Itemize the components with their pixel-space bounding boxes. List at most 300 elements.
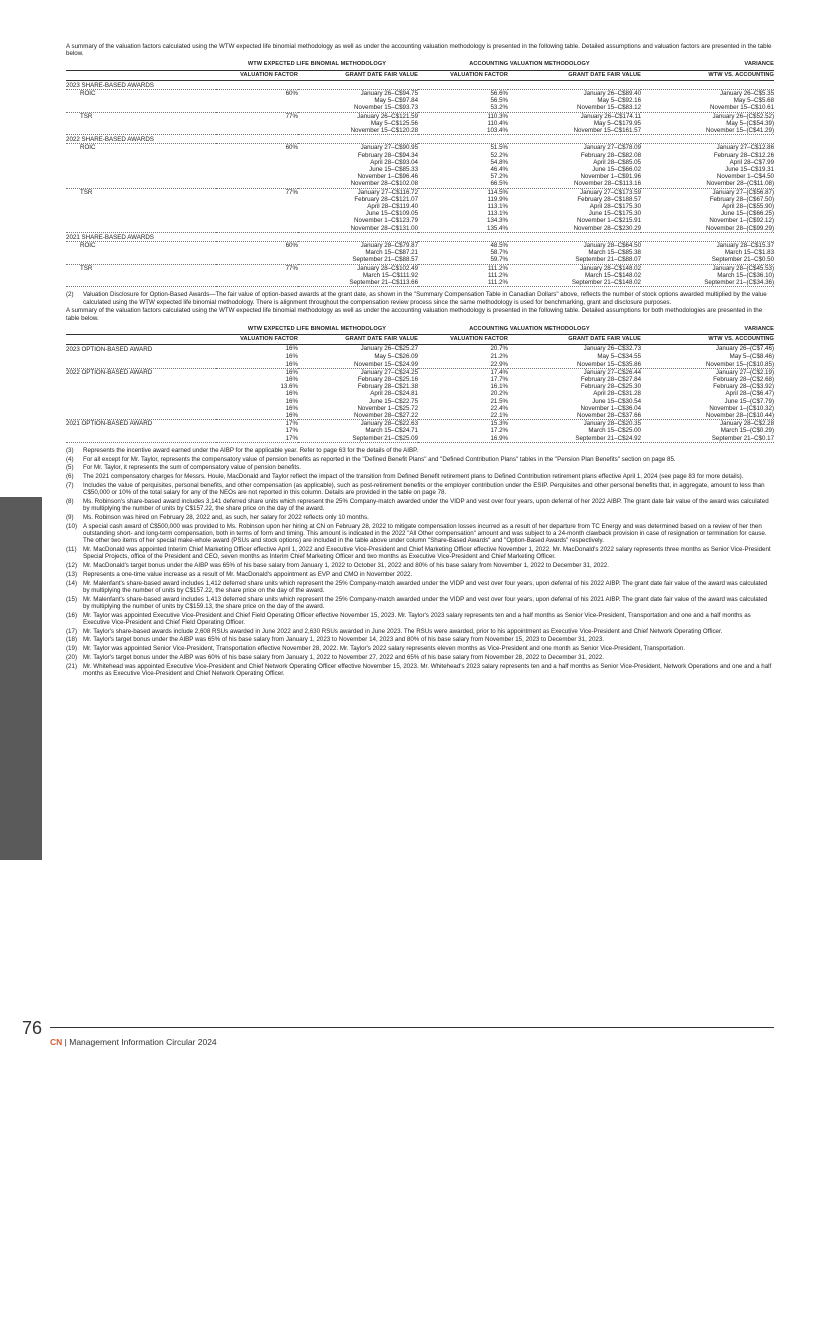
- accounting-grant-date-fair-value: September 21–C$24.92: [508, 435, 641, 443]
- wtw-grant-date-fair-value: May 5–C$26.09: [374, 353, 419, 361]
- variance-value: November 28–(C$11.08): [641, 180, 774, 188]
- footnote-text: The 2021 compensatory charges for Messrs. Houle, MacDonald and Taylor reflect the impact of the transition from Defined Benefit retirement plans to Defined Contribution retirement plans effective April 1, 2024 (see page 83 for more details).: [83, 473, 744, 481]
- col-grant-date-fair-value: GRANT DATE FAIR VALUE: [298, 70, 418, 80]
- table-row: [66, 97, 774, 104]
- variance-value: September 21–C$0.17: [641, 435, 774, 443]
- award-metric: [66, 279, 216, 287]
- wtw-valuation-factor: 13.6%: [280, 383, 298, 391]
- section-row: [66, 135, 774, 144]
- wtw-valuation-factor: [216, 180, 298, 188]
- footnote-number: (2): [66, 291, 74, 299]
- wtw-valuation-factor: 60%: [285, 144, 298, 152]
- table-row: [66, 90, 774, 98]
- variance-value: January 28–C$2.28: [720, 420, 775, 428]
- wtw-valuation-factor: 60%: [285, 90, 298, 98]
- footnote-text: Mr. Taylor's share-based awards include 2,608 RSUs awarded in June 2022 and 2,630 RSUs awarded in June 2023. The RSUs were awarded, prior to his appointment as Executive Vice-President and Chief Network Operating Officer.: [83, 627, 723, 635]
- footnote-text: Mr. MacDonald's target bonus under the AIBP was 65% of his base salary from January 1, 2022 to October 31, 2022 and 80% of his base salary from November 1, 2022 to December 31, 2022.: [83, 561, 609, 569]
- wtw-grant-date-fair-value: November 28–C$131.00: [298, 225, 418, 233]
- award-metric: [66, 210, 216, 217]
- wtw-grant-date-fair-value: January 27–C$116.72: [357, 188, 419, 196]
- wtw-valuation-factor: 16%: [216, 361, 298, 369]
- footnote-text: Mr. MacDonald was appointed Interim Chief Marketing Officer effective April 1, 2022 and Executive Vice-President and Chief Marketing Officer effective November 1, 2022. Mr. MacDonald's 2022 salary represents three months as Senior Vice-President Special Projects, office of the President and CEO, seven months as Interim Chief Marketing Officer and two months as Executive Vice-President and Chief Marketing Officer.: [83, 545, 771, 561]
- accounting-valuation-factor: 17.4%: [490, 368, 509, 376]
- accounting-valuation-factor: 56.5%: [490, 97, 509, 105]
- accounting-valuation-factor: 66.5%: [418, 180, 508, 188]
- accounting-grant-date-fair-value: September 21–C$148.02: [508, 279, 641, 287]
- accounting-valuation-factor: 113.1%: [487, 210, 509, 218]
- variance-value: February 28–(C$67.50): [709, 195, 775, 203]
- accounting-grant-date-fair-value: January 28–C$148.02: [580, 264, 642, 272]
- variance-value: January 26–(C$7.46): [715, 345, 775, 353]
- accounting-valuation-factor: 17.7%: [490, 375, 509, 383]
- accounting-valuation-factor: 54.8%: [490, 158, 509, 166]
- wtw-valuation-factor: [216, 203, 298, 210]
- wtw-grant-date-fair-value: January 28–C$22.63: [360, 420, 419, 428]
- footnote-text: Mr. Taylor's target bonus under the AIBP was 65% of his base salary from January 1, 2023 to November 14, 2023 and 80% of his base salary from November 15, 2023 to December 31, 2023.: [83, 636, 604, 644]
- table-row: [66, 376, 774, 383]
- accounting-valuation-factor: 17.2%: [490, 427, 509, 435]
- accounting-valuation-factor: 135.4%: [418, 225, 508, 233]
- award-metric: [66, 217, 216, 224]
- variance-value: January 28–(C$45.53): [712, 264, 775, 272]
- accounting-valuation-factor: 20.7%: [490, 345, 509, 353]
- award-title: 2022 OPTION-BASED AWARD: [66, 368, 153, 376]
- accounting-valuation-factor: 52.2%: [490, 151, 509, 159]
- accounting-grant-date-fair-value: February 28–C$25.30: [580, 383, 642, 391]
- wtw-grant-date-fair-value: November 1–C$25.72: [357, 404, 419, 412]
- award-metric: [66, 152, 216, 159]
- section-row: [66, 80, 774, 89]
- accounting-grant-date-fair-value: April 28–C$85.05: [593, 158, 642, 166]
- award-metric: TSR: [80, 264, 93, 272]
- accounting-valuation-factor: 57.2%: [490, 173, 509, 181]
- wtw-grant-date-fair-value: January 28–C$79.87: [360, 242, 419, 250]
- table-row: [66, 120, 774, 127]
- accounting-grant-date-fair-value: November 15–C$161.57: [508, 127, 641, 135]
- award-metric: [66, 127, 216, 135]
- accounting-grant-date-fair-value: March 15–C$148.02: [584, 271, 642, 279]
- footnote-number: (3): [66, 446, 74, 454]
- wtw-valuation-factor: [216, 272, 298, 279]
- col-valuation-factor: VALUATION FACTOR: [216, 334, 298, 344]
- col-grant-date-fair-value: GRANT DATE FAIR VALUE: [508, 70, 641, 80]
- accounting-grant-date-fair-value: January 26–C$174.11: [580, 112, 642, 120]
- accounting-valuation-factor: 46.4%: [490, 166, 509, 174]
- accounting-valuation-factor: 53.2%: [418, 104, 508, 112]
- footnote-number: (8): [66, 497, 74, 505]
- footnote-number: (18): [66, 636, 78, 644]
- col-valuation-factor: VALUATION FACTOR: [216, 70, 298, 80]
- variance-value: February 28–(C$3.92): [713, 383, 775, 391]
- award-metric: [66, 203, 216, 210]
- variance-value: January 26–(C$52.52): [712, 112, 775, 120]
- footnote-number: (19): [66, 645, 78, 653]
- accounting-valuation-factor: 59.7%: [418, 256, 508, 264]
- variance-value: June 15–(C$66.25): [721, 210, 775, 218]
- accounting-grant-date-fair-value: November 28–C$113.16: [508, 180, 641, 188]
- header-variance: VARIANCE: [641, 61, 774, 70]
- accounting-grant-date-fair-value: January 26–C$89.40: [583, 90, 642, 98]
- wtw-valuation-factor: 16%: [285, 397, 298, 405]
- accounting-valuation-factor: 111.2%: [418, 279, 508, 287]
- variance-value: November 15–C$10.61: [641, 104, 774, 112]
- accounting-grant-date-fair-value: February 28–C$82.08: [580, 151, 642, 159]
- cn-logo: CN: [14, 1002, 30, 1022]
- award-metric: [66, 97, 216, 104]
- accounting-grant-date-fair-value: March 15–C$85.38: [588, 249, 642, 257]
- award-metric: TSR: [80, 112, 93, 120]
- section-title: 2023 SHARE-BASED AWARDS: [66, 80, 774, 89]
- accounting-grant-date-fair-value: January 27–C$78.09: [583, 144, 642, 152]
- wtw-valuation-factor: 16%: [285, 390, 298, 398]
- table-row: [66, 188, 774, 196]
- footnote: [66, 571, 774, 578]
- wtw-grant-date-fair-value: March 15–C$24.71: [365, 427, 419, 435]
- accounting-valuation-factor: 119.9%: [487, 195, 509, 203]
- accounting-valuation-factor: 20.2%: [490, 390, 509, 398]
- wtw-valuation-factor: [216, 249, 298, 256]
- wtw-grant-date-fair-value: November 28–C$27.22: [298, 412, 418, 420]
- accounting-grant-date-fair-value: November 1–C$215.91: [577, 217, 642, 225]
- footnote: [66, 291, 774, 305]
- table-row: [66, 127, 774, 135]
- table-row: [66, 435, 774, 443]
- wtw-grant-date-fair-value: January 26–C$25.27: [360, 345, 419, 353]
- footnote: [66, 498, 774, 512]
- col-wtw-vs-accounting: WTW VS. ACCOUNTING: [641, 334, 774, 344]
- accounting-grant-date-fair-value: May 5–C$92.16: [597, 97, 642, 105]
- accounting-valuation-factor: 58.7%: [490, 249, 509, 257]
- footnote-text: For all except for Mr. Taylor, represents the compensatory value of pension benefits as reported in the "Defined Benefit Plans" and "Defined Contribution Plans" tables in the "Pension Plan Benefits" section on page 85.: [83, 455, 676, 463]
- accounting-valuation-factor: 111.2%: [487, 271, 509, 279]
- award-title: [66, 427, 216, 434]
- wtw-grant-date-fair-value: April 28–C$93.04: [370, 158, 419, 166]
- table-row: [66, 210, 774, 217]
- footer: [50, 1037, 217, 1047]
- accounting-valuation-factor: 110.4%: [487, 119, 509, 127]
- footnote-text: Valuation Disclosure for Option-Based Awards—The fair value of option-based awards at the grant date, as shown in the "Summary Compensation Table in Canadian Dollars" above, reflects the number of stock options awarded multiplied by the value calculated using the WTW expected life binomial methodology. There is alignment throughout the compensation review process since the same methodology is used for benchmarking, grant and disclosure purposes.: [83, 291, 767, 306]
- wtw-valuation-factor: 17%: [285, 420, 298, 428]
- award-metric: [66, 256, 216, 264]
- header-wtw: WTW EXPECTED LIFE BINOMIAL METHODOLOGY: [216, 61, 418, 70]
- accounting-valuation-factor: 21.2%: [490, 353, 509, 361]
- wtw-valuation-factor: 16%: [285, 404, 298, 412]
- col-wtw-vs-accounting: WTW VS. ACCOUNTING: [641, 70, 774, 80]
- accounting-grant-date-fair-value: January 26–C$32.73: [583, 345, 642, 353]
- accounting-grant-date-fair-value: January 28–C$64.50: [583, 242, 642, 250]
- accounting-valuation-factor: 134.3%: [487, 217, 509, 225]
- section-title: 2022 SHARE-BASED AWARDS: [66, 135, 774, 144]
- footnote-number: (7): [66, 481, 74, 489]
- wtw-grant-date-fair-value: January 27–C$90.95: [360, 144, 419, 152]
- wtw-valuation-factor: 17%: [285, 427, 298, 435]
- footnote-text: Mr. Malenfant's share-based award includes 1,412 deferred share units which represent the 25% Company-match awarded under the VIDP and vest over four years, upon deferral of his 2022 AIBP. The grant date fair value of the award was calculated by multiplying the number of units by C$157.22, the share price on the day of the award.: [83, 579, 768, 594]
- accounting-grant-date-fair-value: January 27–C$26.44: [583, 368, 642, 376]
- footnote: [66, 596, 774, 610]
- accounting-grant-date-fair-value: January 28–C$20.35: [583, 420, 642, 428]
- footnote-text: Represents the incentive award earned under the AIBP for the applicable year. Refer to page 63 for the details of the AIBP.: [83, 446, 419, 454]
- wtw-grant-date-fair-value: March 15–C$111.92: [362, 271, 419, 279]
- wtw-valuation-factor: 17%: [216, 435, 298, 443]
- award-metric: [66, 249, 216, 256]
- wtw-grant-date-fair-value: February 28–C$25.16: [357, 375, 419, 383]
- accounting-valuation-factor: 15.3%: [490, 420, 509, 428]
- variance-value: January 27–C$12.86: [716, 144, 775, 152]
- table-row: [66, 368, 774, 376]
- award-metric: [66, 104, 216, 112]
- table-row: [66, 203, 774, 210]
- table-row: [66, 279, 774, 287]
- wtw-valuation-factor: 77%: [285, 264, 298, 272]
- wtw-valuation-factor: 77%: [285, 188, 298, 196]
- variance-value: September 21–(C$34.36): [641, 279, 774, 287]
- variance-value: January 27–(C$2.19): [715, 368, 775, 376]
- variance-value: November 28–(C$10.44): [641, 412, 774, 420]
- table-row: [66, 272, 774, 279]
- accounting-valuation-factor: 22.9%: [418, 361, 508, 369]
- footnote: [66, 482, 774, 496]
- variance-value: April 28–C$7.99: [729, 158, 775, 166]
- accounting-grant-date-fair-value: May 5–C$34.55: [597, 353, 642, 361]
- col-grant-date-fair-value: GRANT DATE FAIR VALUE: [508, 334, 641, 344]
- col-valuation-factor: VALUATION FACTOR: [418, 334, 508, 344]
- wtw-valuation-factor: 16%: [285, 368, 298, 376]
- accounting-valuation-factor: 22.1%: [418, 412, 508, 420]
- accounting-grant-date-fair-value: January 27–C$173.59: [580, 188, 642, 196]
- accounting-valuation-factor: 56.6%: [490, 90, 509, 98]
- award-metric: ROIC: [80, 144, 96, 152]
- table-row: [66, 249, 774, 256]
- table-row: [66, 242, 774, 250]
- award-metric: [66, 120, 216, 127]
- award-title: 2021 OPTION-BASED AWARD: [66, 420, 153, 428]
- wtw-valuation-factor: 16%: [285, 375, 298, 383]
- award-metric: [66, 272, 216, 279]
- wtw-grant-date-fair-value: January 27–C$24.25: [360, 368, 419, 376]
- footer-brand: CN: [50, 1037, 63, 1047]
- variance-value: November 1–C$4.50: [716, 173, 775, 181]
- accounting-grant-date-fair-value: February 28–C$27.84: [580, 375, 642, 383]
- accounting-valuation-factor: 51.5%: [490, 144, 509, 152]
- award-metric: [66, 196, 216, 203]
- table-row: [66, 383, 774, 390]
- accounting-valuation-factor: 110.3%: [487, 112, 509, 120]
- table-row: [66, 264, 774, 272]
- footnote: [66, 546, 774, 560]
- footnote-number: (14): [66, 579, 78, 587]
- wtw-valuation-factor: 77%: [285, 112, 298, 120]
- award-metric: TSR: [80, 188, 93, 196]
- table-row: [66, 361, 774, 369]
- intro-paragraph-2: A summary of the valuation factors calculated using the WTW expected life binomial methodology as well as under the accounting valuation methodology is presented in the following table. Detailed assumptions for both methodologies are presented in the table below.: [66, 307, 763, 322]
- variance-value: January 28–C$15.37: [716, 242, 775, 250]
- variance-value: June 15–C$19.31: [725, 166, 775, 174]
- footnote: [66, 473, 774, 480]
- award-title: [66, 361, 216, 369]
- table-row: [66, 353, 774, 360]
- footnote: [66, 636, 774, 643]
- accounting-valuation-factor: 48.5%: [490, 242, 509, 250]
- variance-value: November 1–(C$10.32): [709, 404, 775, 412]
- footnote-number: (17): [66, 627, 78, 635]
- wtw-grant-date-fair-value: June 15–C$85.33: [369, 166, 419, 174]
- wtw-valuation-factor: [216, 120, 298, 127]
- option-based-valuation-table: [66, 326, 774, 443]
- award-metric: [66, 180, 216, 188]
- col-grant-date-fair-value: GRANT DATE FAIR VALUE: [298, 334, 418, 344]
- intro-paragraph-1: A summary of the valuation factors calculated using the WTW expected life binomial methodology as well as under the accounting valuation methodology is presented in the following table. Detailed assumptions and valuation factors are presented in the table below.: [66, 43, 772, 58]
- wtw-grant-date-fair-value: February 28–C$94.34: [357, 151, 419, 159]
- wtw-grant-date-fair-value: January 26–C$121.59: [357, 112, 419, 120]
- accounting-grant-date-fair-value: November 28–C$230.29: [508, 225, 641, 233]
- footnote-text: Mr. Malenfant's share-based award includes 1,413 deferred share units which represent the 25% Company-match awarded under the VIDP and vest over four years, upon deferral of his 2021 AIBP. The grant date fair value of the award was calculated by multiplying the number of units by C$159.13, the share price on the day of the award.: [83, 595, 768, 610]
- accounting-grant-date-fair-value: November 15–C$35.86: [508, 361, 641, 369]
- wtw-valuation-factor: [216, 256, 298, 264]
- footnote-text: Ms. Robinson was hired on February 28, 2022 and, as such, her salary for 2022 reflects only 10 months.: [83, 513, 369, 521]
- footer-divider: [50, 1027, 774, 1028]
- table-row: [66, 225, 774, 233]
- footer-document-title: Management Information Circular 2024: [69, 1037, 217, 1047]
- table-row: [66, 166, 774, 173]
- award-title: [66, 353, 216, 360]
- accounting-grant-date-fair-value: May 5–C$179.95: [593, 119, 642, 127]
- wtw-grant-date-fair-value: June 15–C$109.05: [365, 210, 419, 218]
- footnote-number: (4): [66, 455, 74, 463]
- header-accounting: ACCOUNTING VALUATION METHODOLOGY: [418, 61, 641, 70]
- wtw-grant-date-fair-value: January 28–C$102.49: [357, 264, 419, 272]
- footnote-text: Mr. Taylor was appointed Senior Vice-President, Transportation effective November 28, 2022. Mr. Taylor's 2022 salary represents eleven months as Vice-President and one month as Senior Vice-President, Transportation.: [83, 645, 686, 653]
- variance-value: January 26–C$5.35: [720, 90, 775, 98]
- wtw-valuation-factor: [216, 152, 298, 159]
- variance-value: March 15–(C$0.29): [720, 427, 775, 435]
- wtw-grant-date-fair-value: June 15–C$22.75: [369, 397, 419, 405]
- footnote-number: (12): [66, 561, 78, 569]
- footnote: [66, 645, 774, 652]
- wtw-grant-date-fair-value: April 28–C$119.40: [367, 203, 419, 211]
- variance-value: November 1–(C$92.12): [709, 217, 775, 225]
- footnote-text: Represents a one-time value increase as a result of Mr. MacDonald's appointment as EVP and CMO in November 2022.: [83, 570, 413, 578]
- wtw-grant-date-fair-value: February 28–C$21.38: [357, 383, 419, 391]
- variance-value: February 28–C$12.26: [713, 151, 775, 159]
- wtw-grant-date-fair-value: November 1–C$96.46: [357, 173, 419, 181]
- table-row: [66, 196, 774, 203]
- footnote: [66, 663, 774, 677]
- award-metric: [66, 159, 216, 166]
- wtw-grant-date-fair-value: January 26–C$94.75: [360, 90, 419, 98]
- footnote: [66, 514, 774, 521]
- footnote-text: Includes the value of perquisites, personal benefits, and other compensation (as applicable), such as post-retirement benefits or the employer contribution under the ESIP. Perquisites and other personal benefits that, in aggregate, amount to less than C$50,000 or 10% of the total salary for any of the NEOs are not reported in this column. Details are provided in the table on page 78.: [83, 481, 765, 497]
- table-row: [66, 412, 774, 420]
- wtw-valuation-factor: [216, 279, 298, 287]
- footnote-text: Mr. Taylor was appointed Executive Vice-President and Chief Field Operating Officer effective November 15, 2023. Mr. Taylor's 2023 salary represents ten and a half months as Senior Vice-President, Transportation and one and a half months as Executive Vice-President and Chief Field Operating Officer.: [83, 611, 751, 626]
- award-metric: ROIC: [80, 90, 96, 98]
- wtw-grant-date-fair-value: September 21–C$88.57: [298, 256, 418, 264]
- table-row: [66, 420, 774, 428]
- footnote: [66, 580, 774, 594]
- award-title: [66, 383, 216, 390]
- wtw-valuation-factor: 16%: [285, 353, 298, 361]
- accounting-valuation-factor: 16.1%: [490, 383, 509, 391]
- accounting-grant-date-fair-value: September 21–C$88.07: [508, 256, 641, 264]
- footnote: [66, 447, 774, 454]
- award-title: [66, 376, 216, 383]
- accounting-valuation-factor: 22.4%: [490, 404, 509, 412]
- table-row: [66, 104, 774, 112]
- variance-value: June 15–(C$7.79): [724, 397, 775, 405]
- accounting-valuation-factor: 16.9%: [418, 435, 508, 443]
- section-title: 2021 SHARE-BASED AWARDS: [66, 232, 774, 241]
- table-row: [66, 159, 774, 166]
- wtw-grant-date-fair-value: November 1–C$123.79: [354, 217, 419, 225]
- wtw-grant-date-fair-value: February 28–C$121.07: [354, 195, 419, 203]
- footnote: [66, 464, 774, 471]
- footnote: [66, 562, 774, 569]
- header-wtw: WTW EXPECTED LIFE BINOMIAL METHODOLOGY: [216, 326, 418, 335]
- wtw-valuation-factor: [216, 127, 298, 135]
- table-row: [66, 173, 774, 180]
- page-number: 76: [22, 1018, 43, 1038]
- footnote: [66, 654, 774, 661]
- accounting-grant-date-fair-value: November 1–C$91.96: [580, 173, 642, 181]
- accounting-valuation-factor: 21.5%: [490, 397, 509, 405]
- footnote-text: A special cash award of C$500,000 was provided to Ms. Robinson upon her hiring at CN on February 28, 2022 to mitigate compensation losses incurred as a result of her departure from TC Energy and was determined based on a review of her then outstanding short- and long-term compensation, both in terms of form and timing. This amount is indicated in the 2022 "All Other compensation" amount and was subject to a 24-month clawback provision in case of resignation or termination for cause. The other two items of her special make-whole award (PSUs and stock options) are included in the table above under column "Share-Based Awards" and "Option-Based Awards" respectively.: [83, 522, 767, 545]
- accounting-grant-date-fair-value: June 15–C$66.02: [592, 166, 642, 174]
- accounting-valuation-factor: 114.5%: [487, 188, 509, 196]
- variance-value: March 15–C$1.83: [724, 249, 775, 257]
- accounting-grant-date-fair-value: June 15–C$30.54: [592, 397, 642, 405]
- table-row: [66, 217, 774, 224]
- wtw-valuation-factor: [216, 210, 298, 217]
- section-title: Compensation Discussion and Analysis: [15, 1104, 25, 1260]
- footnote-number: (13): [66, 570, 78, 578]
- award-title: 2023 OPTION-BASED AWARD: [66, 346, 153, 354]
- wtw-grant-date-fair-value: March 15–C$87.21: [365, 249, 419, 257]
- wtw-valuation-factor: [216, 225, 298, 233]
- section-row: [66, 232, 774, 241]
- footnote-text: Ms. Robinson's share-based award includes 3,141 deferred share units which represent the 25% Company-match awarded under the VIDP and vest over four years, upon deferral of her 2022 AIBP. The grant date fair value of the award was calculated by multiplying the number of units by C$157.22, the share price on the day of the award.: [83, 497, 769, 513]
- footnote-number: (20): [66, 653, 78, 661]
- table-row: [66, 345, 774, 354]
- wtw-grant-date-fair-value: May 5–C$125.56: [370, 119, 419, 127]
- award-title: [66, 435, 216, 443]
- footnote-number: (16): [66, 611, 78, 619]
- accounting-grant-date-fair-value: June 15–C$175.30: [588, 210, 642, 218]
- table-row: [66, 405, 774, 412]
- footnote-number: (5): [66, 464, 74, 472]
- wtw-valuation-factor: [216, 104, 298, 112]
- wtw-valuation-factor: 16%: [216, 412, 298, 420]
- accounting-grant-date-fair-value: March 15–C$25.00: [588, 427, 642, 435]
- accounting-valuation-factor: 113.1%: [487, 203, 509, 211]
- variance-value: November 15–(C$10.85): [641, 361, 774, 369]
- accounting-grant-date-fair-value: April 28–C$31.28: [593, 390, 642, 398]
- award-metric: [66, 173, 216, 180]
- wtw-valuation-factor: 60%: [285, 242, 298, 250]
- award-title: [66, 405, 216, 412]
- variance-value: April 28–(C$6.47): [725, 390, 775, 398]
- variance-value: November 15–(C$41.29): [641, 127, 774, 135]
- table-row: [66, 427, 774, 434]
- table-row: [66, 256, 774, 264]
- wtw-grant-date-fair-value: September 21–C$25.09: [298, 435, 418, 443]
- footnotes: [66, 447, 774, 677]
- wtw-valuation-factor: [216, 97, 298, 104]
- col-valuation-factor: VALUATION FACTOR: [418, 70, 508, 80]
- footnote-text: Mr. Taylor's target bonus under the AIBP was 60% of his base salary from January 1, 2022 to November 27, 2022 and 65% of his base salary from November 28, 2022 to December 31, 2022.: [83, 653, 604, 661]
- variance-value: May 5–(C$8.46): [729, 353, 775, 361]
- footnote: [66, 523, 774, 545]
- main-content: [66, 43, 774, 679]
